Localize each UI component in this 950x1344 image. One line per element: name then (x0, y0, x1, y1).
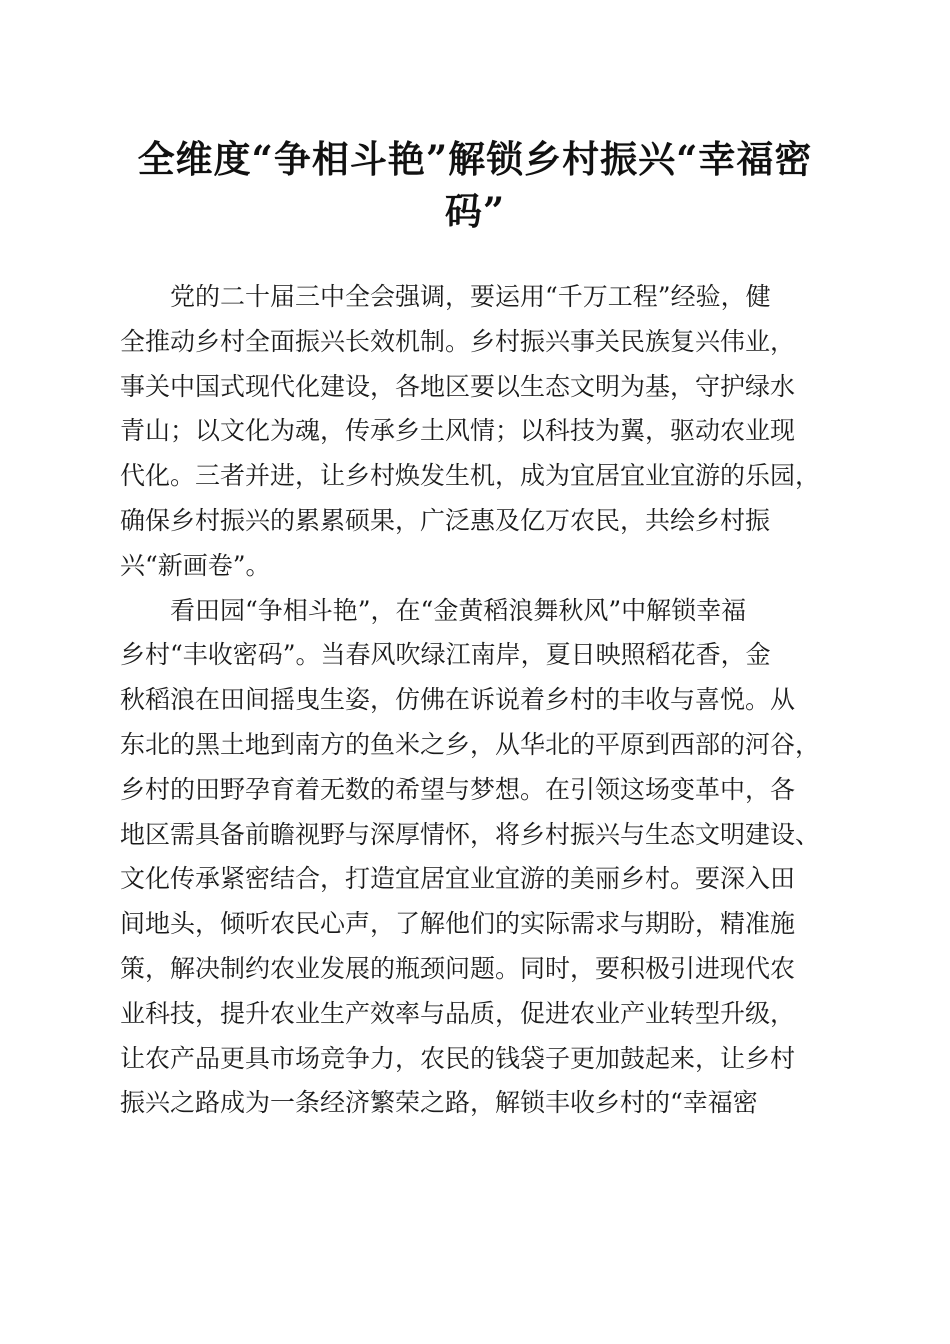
text-line: 党的二十届三中全会强调，要运用“千万工程”经验，健 (170, 282, 771, 311)
paragraph (120, 589, 850, 1127)
text-line: 振兴之路成为一条经济繁荣之路，解锁丰收乡村的“幸福密 (120, 1088, 758, 1118)
text-line: 乡村的田野孕育着无数的希望与梦想。在引领这场变革中，各 (120, 774, 796, 804)
paragraph (120, 275, 850, 589)
text-line: 乡村“丰收密码”。当春风吹绿江南岸，夏日映照稻花香，金 (120, 640, 771, 670)
text-line: 让农产品更具市场竞争力，农民的钱袋子更加鼓起来，让乡村 (120, 1043, 796, 1073)
text-line: 事关中国式现代化建设，各地区要以生态文明为基，守护绿水 (120, 371, 796, 401)
text-line: 秋稻浪在田间摇曳生姿，仿佛在诉说着乡村的丰收与喜悦。从 (120, 685, 796, 715)
text-line: 青山；以文化为魂，传承乡土风情；以科技为翼，驱动农业现 (120, 416, 796, 446)
text-line: 兴“新画卷”。 (120, 550, 271, 580)
title-line: 全维度“争相斗艳”解锁乡村振兴“幸福密 (137, 137, 813, 181)
text-line: 业科技，提升农业生产效率与品质，促进农业产业转型升级， (120, 998, 796, 1028)
text-line: 代化。三者并进，让乡村焕发生机，成为宜居宜业宜游的乐园， (120, 461, 821, 491)
text-line: 文化传承紧密结合，打造宜居宜业宜游的美丽乡村。要深入田 (120, 864, 796, 894)
text-line: 东北的黑土地到南方的鱼米之乡，从华北的平原到西部的河谷， (120, 729, 821, 759)
text-line: 策，解决制约农业发展的瓶颈问题。同时，要积极引进现代农 (120, 953, 796, 983)
text-line: 间地头，倾听农民心声，了解他们的实际需求与期盼，精准施 (120, 909, 796, 939)
text-line: 地区需具备前瞻视野与深厚情怀，将乡村振兴与生态文明建设、 (120, 819, 821, 849)
title-line: 码” (444, 189, 506, 233)
text-line: 看田园“争相斗艳”，在“金黄稻浪舞秋风”中解锁幸福 (170, 595, 747, 625)
document-body (120, 275, 850, 1126)
text-line: 确保乡村振兴的累累硕果，广泛惠及亿万农民，共绘乡村振 (120, 505, 771, 535)
document-title (100, 133, 850, 237)
text-line: 全推动乡村全面振兴长效机制。乡村振兴事关民族复兴伟业， (120, 326, 796, 356)
